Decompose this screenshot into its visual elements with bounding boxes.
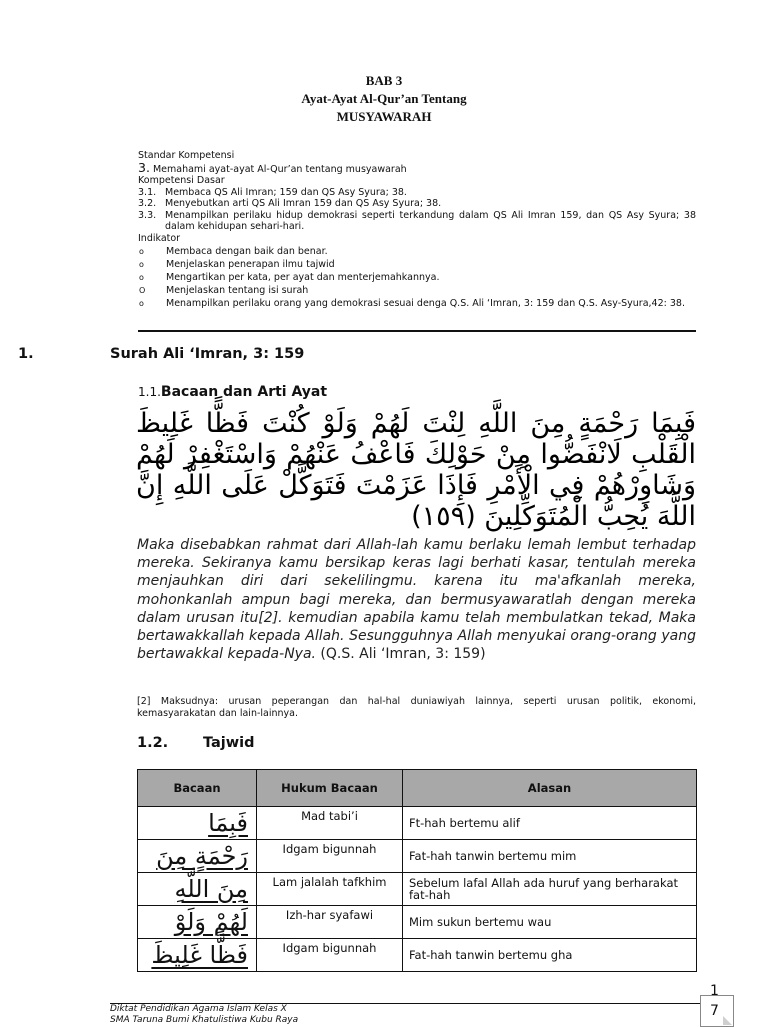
table-row xyxy=(138,939,697,972)
table-row xyxy=(138,807,697,840)
bullet-icon: o xyxy=(139,272,144,282)
hukum-cell: Idgam bigunnah xyxy=(257,939,403,972)
bacaan-cell: رَحْمَةٍ مِنَ xyxy=(138,840,257,873)
indicator-label: Indikator xyxy=(138,232,181,244)
kd-item: 3.3. Menampilkan perilaku hidup demokrasi seperti terkandung dalam QS Ali Imran 159, dan QS Asy Syura; 38 dalam kehidupan sehari-hari. xyxy=(138,209,696,232)
hukum-cell: Izh-har syafawi xyxy=(257,906,403,939)
section-title: Surah Ali ‘Imran, 3: 159 xyxy=(110,346,305,362)
bullet-icon: o xyxy=(139,298,144,308)
sk-text: Memahami ayat-ayat Al-Qur’an tentang musyawarah xyxy=(152,163,407,175)
bullet-icon: o xyxy=(139,246,144,256)
indicator-item: o Menjelaskan penerapan ilmu tajwid xyxy=(139,258,335,270)
section-number: 1. xyxy=(18,346,34,362)
chapter-title xyxy=(0,72,768,126)
bacaan-cell: فَبِمَا xyxy=(138,807,257,840)
subsection-title: Tajwid xyxy=(203,735,255,751)
alasan-cell: Mim sukun bertemu wau xyxy=(403,906,697,939)
footer-school-name: SMA Taruna Bumi Khatulistiwa Kubu Raya xyxy=(110,1015,299,1025)
column-header-bacaan: Bacaan xyxy=(138,770,257,807)
sk-number: 3. xyxy=(138,159,150,175)
page-number xyxy=(697,983,733,1025)
subsection-heading xyxy=(137,735,255,751)
subsection-title: Bacaan dan Arti Ayat xyxy=(160,384,328,400)
hukum-cell: Mad tabi’i xyxy=(257,807,403,840)
indicator-item: o Menampilkan perilaku orang yang demokrasi sesuai denga Q.S. Ali ‘Imran, 3: 159 dan Q.S. Asy-Syura,42: 38. xyxy=(139,297,685,309)
horizontal-divider xyxy=(138,330,696,332)
bullet-icon: o xyxy=(139,259,144,269)
alasan-cell: Fat-hah tanwin bertemu mim xyxy=(403,840,697,873)
hukum-cell: Idgam bigunnah xyxy=(257,840,403,873)
page-number-digit-2: 7 xyxy=(710,1003,719,1019)
hukum-cell: Lam jalalah tafkhim xyxy=(257,873,403,906)
table-header-row xyxy=(138,770,697,807)
kd-item: 3.1. Membaca QS Ali Imran; 159 dan QS Asy Syura; 38. xyxy=(138,186,407,198)
subsection-heading xyxy=(138,384,327,400)
table-row xyxy=(138,840,697,873)
verse-reference: (Q.S. Ali ‘Imran, 3: 159) xyxy=(315,646,486,663)
alasan-cell: Fat-hah tanwin bertemu gha xyxy=(403,939,697,972)
verse-translation xyxy=(137,536,696,663)
bullet-icon: O xyxy=(139,285,146,295)
chapter-number: BAB 3 xyxy=(365,73,403,88)
footnote: [2] Maksudnya: urusan peperangan dan hal-hal duniawiyah lainnya, seperti urusan politik, ekonomi, kemasyarakatan dan lain-lainnya. xyxy=(137,696,696,719)
competency-block xyxy=(138,150,696,309)
indicator-item: o Mengartikan per kata, per ayat dan menterjemahkannya. xyxy=(139,271,440,283)
bacaan-cell: لَهُمْ وَلَوْ xyxy=(138,906,257,939)
column-header-hukum: Hukum Bacaan xyxy=(257,770,403,807)
chapter-subject: MUSYAWARAH xyxy=(336,109,432,124)
standard-competency-text xyxy=(138,159,696,176)
kd-item: 3.2. Menyebutkan arti QS Ali Imran 159 dan QS Asy Syura; 38. xyxy=(138,198,442,209)
table-row xyxy=(138,873,697,906)
arabic-verse: فَبِمَا رَحْمَةٍ مِنَ اللَّهِ لِنْتَ لَهُمْ وَلَوْ كُنْتَ فَظًّا غَلِيظَ الْقَلْبِ لَانْفَضُّوا مِنْ حَوْلِكَ فَاعْفُ عَنْهُمْ وَاسْتَغْفِرْ لَهُمْ وَشَاوِرْهُمْ فِي الْأَمْرِ فَإِذَا عَزَمْتَ فَتَوَكَّلْ عَلَى اللَّهِ إِنَّ اللَّهَ يُحِبُّ الْمُتَوَكِّلِينَ (١٥٩) xyxy=(136,408,696,532)
standard-competency-label: Standar Kompetensi xyxy=(138,150,235,161)
table-row xyxy=(138,906,697,939)
page-number-digit-1: 1 xyxy=(710,983,719,999)
subsection-number: 1.1. xyxy=(138,385,161,399)
basic-competency-label: Kompetensi Dasar xyxy=(138,175,225,186)
tajwid-table xyxy=(137,769,697,972)
bacaan-cell: مِنَ اللَّهِ xyxy=(138,873,257,906)
translation-text: Maka disebabkan rahmat dari Allah-lah kamu berlaku lemah lembut terhadap mereka. Sekiranya kamu bersikap keras lagi berhati kasar, tentulah mereka menjauhkan diri dari sekelilingmu. karena itu ma'afkanlah mereka, mohonkanlah ampun bagi mereka, dan bermusyawaratlah dengan mereka dalam urusan itu[2]. kemudian apabila kamu telah membulatkan tekad, Maka bertawakkallah kepada Allah. Sesungguhnya Allah menyukai orang-orang yang bertawakkal kepada-Nya. xyxy=(137,537,696,663)
alasan-cell: Sebelum lafal Allah ada huruf yang berharakat fat-hah xyxy=(403,873,697,906)
chapter-title-line: Ayat-Ayat Al-Qur’an Tentang xyxy=(301,91,467,106)
subsection-number: 1.2. xyxy=(137,735,169,751)
column-header-alasan: Alasan xyxy=(403,770,697,807)
footer-book-title: Diktat Pendidikan Agama Islam Kelas X xyxy=(110,1004,287,1014)
indicator-item: O Menjelaskan tentang isi surah xyxy=(139,284,309,296)
bacaan-cell: فَظًّا غَلِيظَ xyxy=(138,939,257,972)
page-footer xyxy=(110,1004,298,1026)
alasan-cell: Ft-hah bertemu alif xyxy=(403,807,697,840)
indicator-item: o Membaca dengan baik dan benar. xyxy=(139,245,328,257)
